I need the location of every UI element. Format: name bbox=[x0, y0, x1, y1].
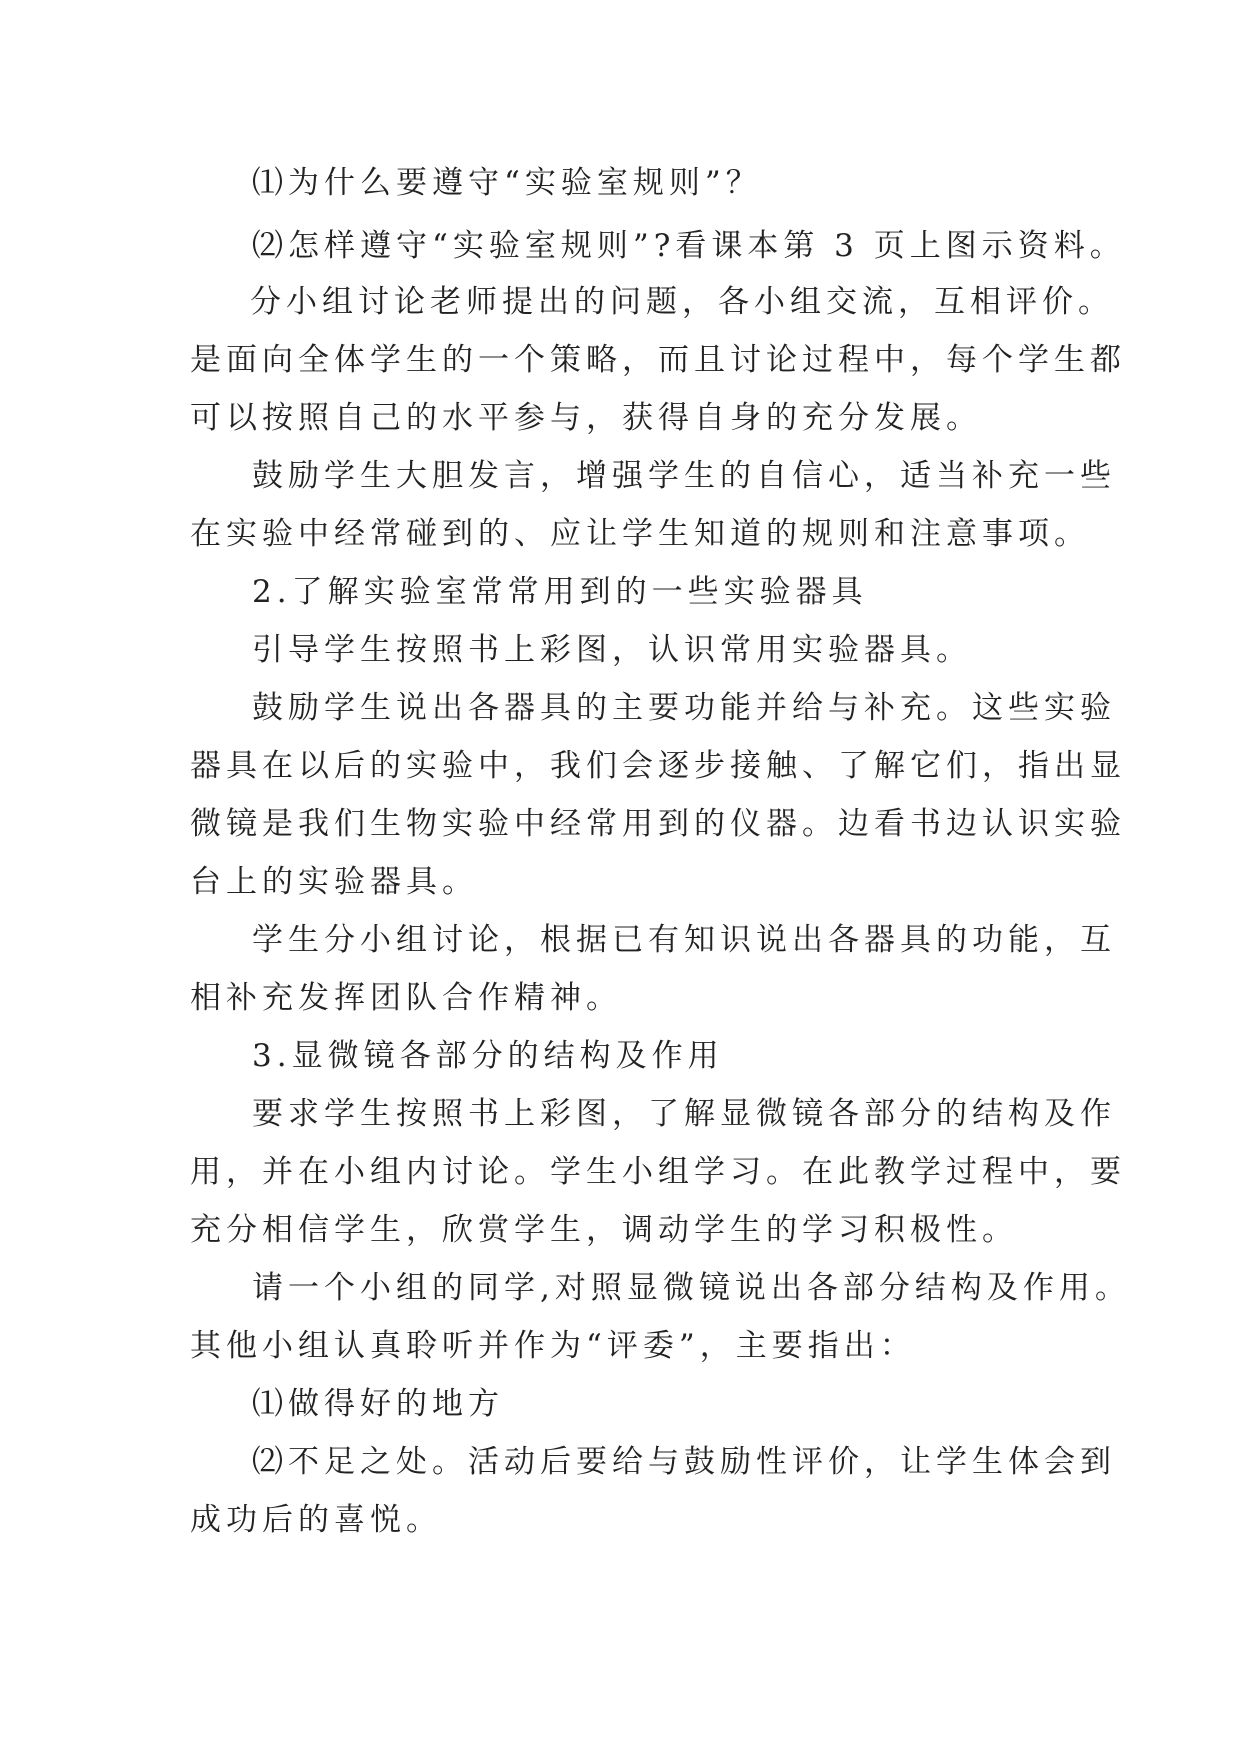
paragraph-line: 其他小组认真聆听并作为“评委”，主要指出： bbox=[190, 1328, 916, 1364]
paragraph-line: 在实验中经常碰到的、应让学生知道的规则和注意事项。 bbox=[190, 516, 1090, 552]
paragraph-line: 学生分小组讨论，根据已有知识说出各器具的功能，互 bbox=[252, 922, 1116, 958]
paragraph-line: 成功后的喜悦。 bbox=[190, 1502, 442, 1538]
paragraph-line: 充分相信学生，欣赏学生，调动学生的学习积极性。 bbox=[190, 1212, 1018, 1248]
paragraph-line: 用，并在小组内讨论。学生小组学习。在此教学过程中，要 bbox=[190, 1154, 1126, 1190]
paragraph-line: 可以按照自己的水平参与，获得自身的充分发展。 bbox=[190, 400, 982, 436]
paragraph-line: ⑵不足之处。活动后要给与鼓励性评价，让学生体会到 bbox=[252, 1444, 1116, 1480]
paragraph-line: 是面向全体学生的一个策略，而且讨论过程中，每个学生都 bbox=[190, 342, 1126, 378]
paragraph-line: 鼓励学生说出各器具的主要功能并给与补充。这些实验 bbox=[252, 690, 1116, 726]
paragraph-line: ⑵怎样遵守“实验室规则”?看课本第 3 页上图示资料。 bbox=[252, 228, 1126, 264]
paragraph-line: 相补充发挥团队合作精神。 bbox=[190, 980, 622, 1016]
paragraph-line: ⑴做得好的地方 bbox=[252, 1386, 504, 1422]
section-heading: 3.显微镜各部分的结构及作用 bbox=[252, 1038, 724, 1074]
paragraph-line: 鼓励学生大胆发言，增强学生的自信心，适当补充一些 bbox=[252, 458, 1116, 494]
paragraph-line: 要求学生按照书上彩图，了解显微镜各部分的结构及作 bbox=[252, 1096, 1116, 1132]
paragraph-line: 器具在以后的实验中，我们会逐步接触、了解它们，指出显 bbox=[190, 748, 1126, 784]
paragraph-line: 微镜是我们生物实验中经常用到的仪器。边看书边认识实验 bbox=[190, 806, 1126, 842]
paragraph-line: 台上的实验器具。 bbox=[190, 864, 478, 900]
paragraph-line: ⑴为什么要遵守“实验室规则”？ bbox=[252, 165, 762, 201]
paragraph-line: 分小组讨论老师提出的问题，各小组交流，互相评价。 bbox=[250, 284, 1114, 320]
paragraph-line: 引导学生按照书上彩图，认识常用实验器具。 bbox=[252, 632, 972, 668]
paragraph-line: 请一个小组的同学,对照显微镜说出各部分结构及作用。 bbox=[252, 1270, 1131, 1306]
section-heading: 2.了解实验室常常用到的一些实验器具 bbox=[252, 574, 868, 610]
